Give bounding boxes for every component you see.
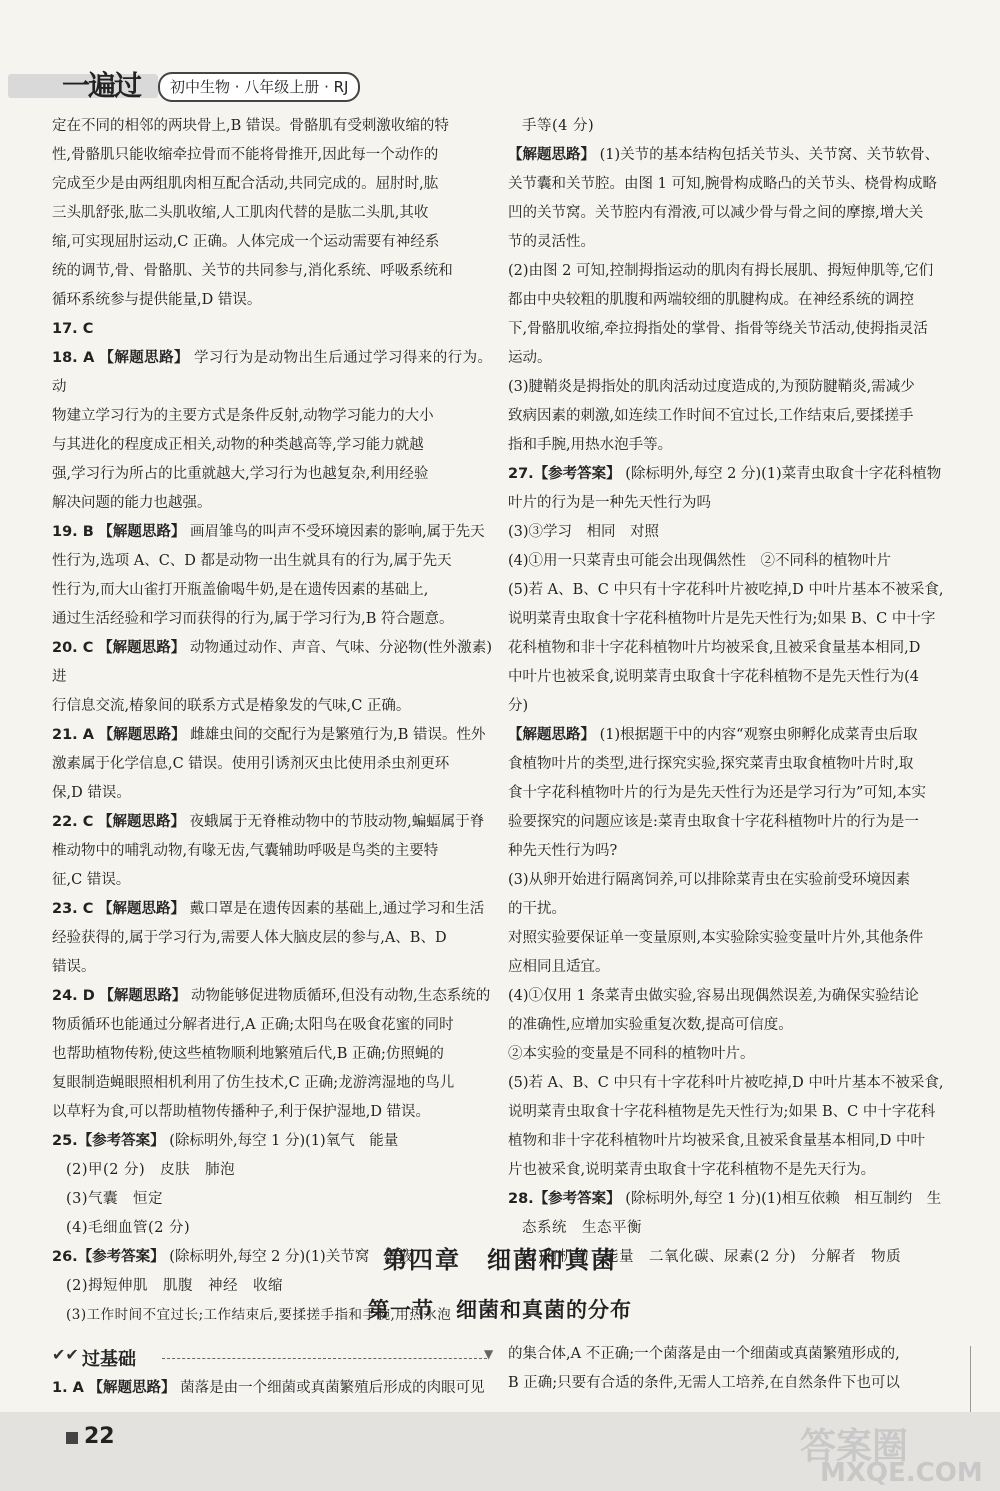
question-26-analysis: 【解题思路】 (1)关节的基本结构包括关节头、关节窝、关节软骨、 关节囊和关节腔。由图 1 可知,腕骨构成略凸的关节头、桡骨构成略 凹的关节窝。关节腔内有滑液,可以减少骨与骨之间的摩擦,增大关 节的灵活性。 (2)由图 2 可知,控制拇指运动的肌肉有拇长展肌、拇短伸肌等,它们 都由中央较粗的肌腹和两端较细的肌腱构成。在神经系统的调控 下,骨骼肌收缩,牵拉拇指处的掌骨、指骨等绕关节活动,使拇指灵活 运动。 (3)腱鞘炎是拇指处的肌肉活动过度造成的,为预防腱鞘炎,需减少 致病因素的刺激,如连续工作时间不宜过长,工作结束后,要揉搓手 指和手腕,用热水泡手等。	[508, 147, 940, 453]
subject-tag: 初中生物 · 八年级上册 · RJ	[158, 72, 360, 102]
brand-logo: 一遍过	[62, 69, 141, 102]
question-27: 27.【参考答案】 (除标明外,每空 2 分)(1)菜青虫取食十字花科植物 叶片的行为是一种先天性行为吗 (3)③学习 相同 对照 (4)①用一只菜青虫可能会出现偶然性 ②不同科的植物叶片 (5)若 A、B、C 中只有十字花科叶片被吃掉,D 中叶片基本不被采食, 说明菜青虫取食十字花科植物叶片是先天性行为;如果 B、C 中十字 花科植物和非十字花科植物叶片均被采食,且被采食量基本相同,D 中叶片也被采食,说明菜青虫取食十字花科植物不是先天性行为(4 分)	[508, 466, 944, 714]
right-column	[508, 112, 948, 1272]
question-22: 22. C 【解题思路】 夜蛾属于无脊椎动物中的节肢动物,蝙蝠属于脊 椎动物中的哺乳动物,有喙无齿,气囊辅助呼吸是鸟类的主要特 征,C 错误。	[52, 814, 485, 888]
question-26-continuation: 手等(4 分)	[522, 118, 595, 134]
question-27-analysis: 【解题思路】 (1)根据题干中的内容“观察虫卵孵化成菜青虫后取 食植物叶片的类型,进行探究实验,探究菜青虫取食植物叶片时,取 食十字花科植物叶片的行为是先天性行为还是学习行为”可知,本实 验要探究的问题应该是:菜青虫取食十字花科植物叶片的行为是一 种先天性行为吗? (3)从卵开始进行隔离饲养,可以排除菜青虫在实验前受环境因素 的干扰。 对照实验要保证单一变量原则,本实验除实验变量叶片外,其他条件 应相同且适宜。 (4)①仅用 1 条菜青虫做实验,容易出现偶然误差,为确保实验结论 的准确性,应增加实验重复次数,提高可信度。 ②本实验的变量是不同科的植物叶片。 (5)若 A、B、C 中只有十字花科叶片被吃掉,D 中叶片基本不被采食, 说明菜青虫取食十字花科植物是先天性行为;如果 B、C 中十字花科 植物和非十字花科植物叶片均被采食,且被采食量基本相同,D 中叶 片也被采食,说明菜青虫取食十字花科植物不是先天行为。	[508, 727, 944, 1178]
page-header	[0, 62, 1000, 106]
question-1-continuation: 的集合体,A 不正确;一个菌落是由一个细菌或真菌繁殖形成的, B 正确;只要有合适的条件,无需人工培养,在自然条件下也可以	[508, 1346, 900, 1391]
divider	[162, 1358, 487, 1359]
page-marker-icon	[66, 1432, 78, 1444]
check-icon: ✔✔	[52, 1345, 79, 1364]
page-number: 22	[84, 1424, 115, 1449]
section-title: 第一节 细菌和真菌的分布	[368, 1298, 632, 1322]
question-26: 26.【参考答案】 (除标明外,每空 2 分)(1)关节窝 滑液 (2)拇短伸肌 肌腹 神经 收缩 (3)工作时间不宜过长;工作结束后,要揉搓手指和手腕,用热水泡	[52, 1249, 452, 1323]
left-column	[52, 112, 492, 1330]
basics-label: 过基础	[82, 1349, 136, 1370]
divider	[970, 1346, 971, 1412]
basics-header	[52, 1345, 492, 1369]
question-20: 20. C 【解题思路】 动物通过动作、声音、气味、分泌物(性外激素)进 行信息交流,椿象间的联系方式是椿象发的气味,C 正确。	[52, 640, 493, 714]
question-18: 18. A 【解题思路】 学习行为是动物出生后通过学习得来的行为。动 物建立学习行为的主要方式是条件反射,动物学习能力的大小 与其进化的程度成正相关,动物的种类越高等,学习能力就越 强,学习行为所占的比重就越大,学习行为也越复杂,利用经验 解决问题的能力也越强。	[52, 350, 492, 511]
q16-continuation: 定在不同的相邻的两块骨上,B 错误。骨骼肌有受刺激收缩的特 性,骨骼肌只能收缩牵拉骨而不能将骨推开,因此每一个动作的 完成至少是由两组肌肉相互配合活动,共同完成的。屈肘时,肱 三头肌舒张,肱二头肌收缩,人工肌肉代替的是肱二头肌,其收 缩,可实现屈肘运动,C 正确。人体完成一个运动需要有神经系 统的调节,骨、骨骼肌、关节的共同参与,消化系统、呼吸系统和 循环系统参与提供能量,D 错误。	[52, 118, 453, 308]
question-24: 24. D 【解题思路】 动物能够促进物质循环,但没有动物,生态系统的 物质循环也能通过分解者进行,A 正确;太阳鸟在吸食花蜜的同时 也帮助植物传粉,使这些植物顺利地繁殖后代,B 正确;仿照蝇的 复眼制造蝇眼照相机利用了仿生技术,C 正确;龙游湾湿地的鸟儿 以草籽为食,可以帮助植物传播种子,利于保护湿地,D 错误。	[52, 988, 491, 1120]
question-19: 19. B 【解题思路】 画眉雏鸟的叫声不受环境因素的影响,属于先天 性行为,选项 A、C、D 都是动物一出生就具有的行为,属于先天 性行为,而大山雀打开瓶盖偷喝牛奶,是在遗传因素的基础上, 通过生活经验和学习而获得的行为,属于学习行为,B 符合题意。	[52, 524, 485, 627]
chapter-title: 第四章 细菌和真菌	[383, 1246, 617, 1274]
arrow-down-icon: ▼	[484, 1347, 494, 1361]
question-28: 28.【参考答案】 (除标明外,每空 1 分)(1)相互依赖 相互制约 生 态系统 生态平衡 (2)有机物 能量 二氧化碳、尿素(2 分) 分解者 物质	[508, 1191, 942, 1265]
question-23: 23. C 【解题思路】 戴口罩是在遗传因素的基础上,通过学习和生活 经验获得的,属于学习行为,需要人体大脑皮层的参与,A、B、D 错误。	[52, 901, 485, 975]
question-1: 1. A 【解题思路】 菌落是由一个细菌或真菌繁殖后形成的肉眼可见	[52, 1380, 485, 1396]
question-17: 17. C	[52, 321, 94, 337]
question-21: 21. A 【解题思路】 雌雄虫间的交配行为是繁殖行为,B 错误。性外 激素属于化学信息,C 错误。使用引诱剂灭虫比使用杀虫剂更环 保,D 错误。	[52, 727, 486, 801]
question-25: 25.【参考答案】 (除标明外,每空 1 分)(1)氧气 能量 (2)甲(2 分) 皮肤 肺泡 (3)气囊 恒定 (4)毛细血管(2 分)	[52, 1133, 399, 1236]
watermark-url: MXQE.COM	[820, 1458, 983, 1488]
watermark-logo: 答案圈	[800, 1426, 909, 1467]
